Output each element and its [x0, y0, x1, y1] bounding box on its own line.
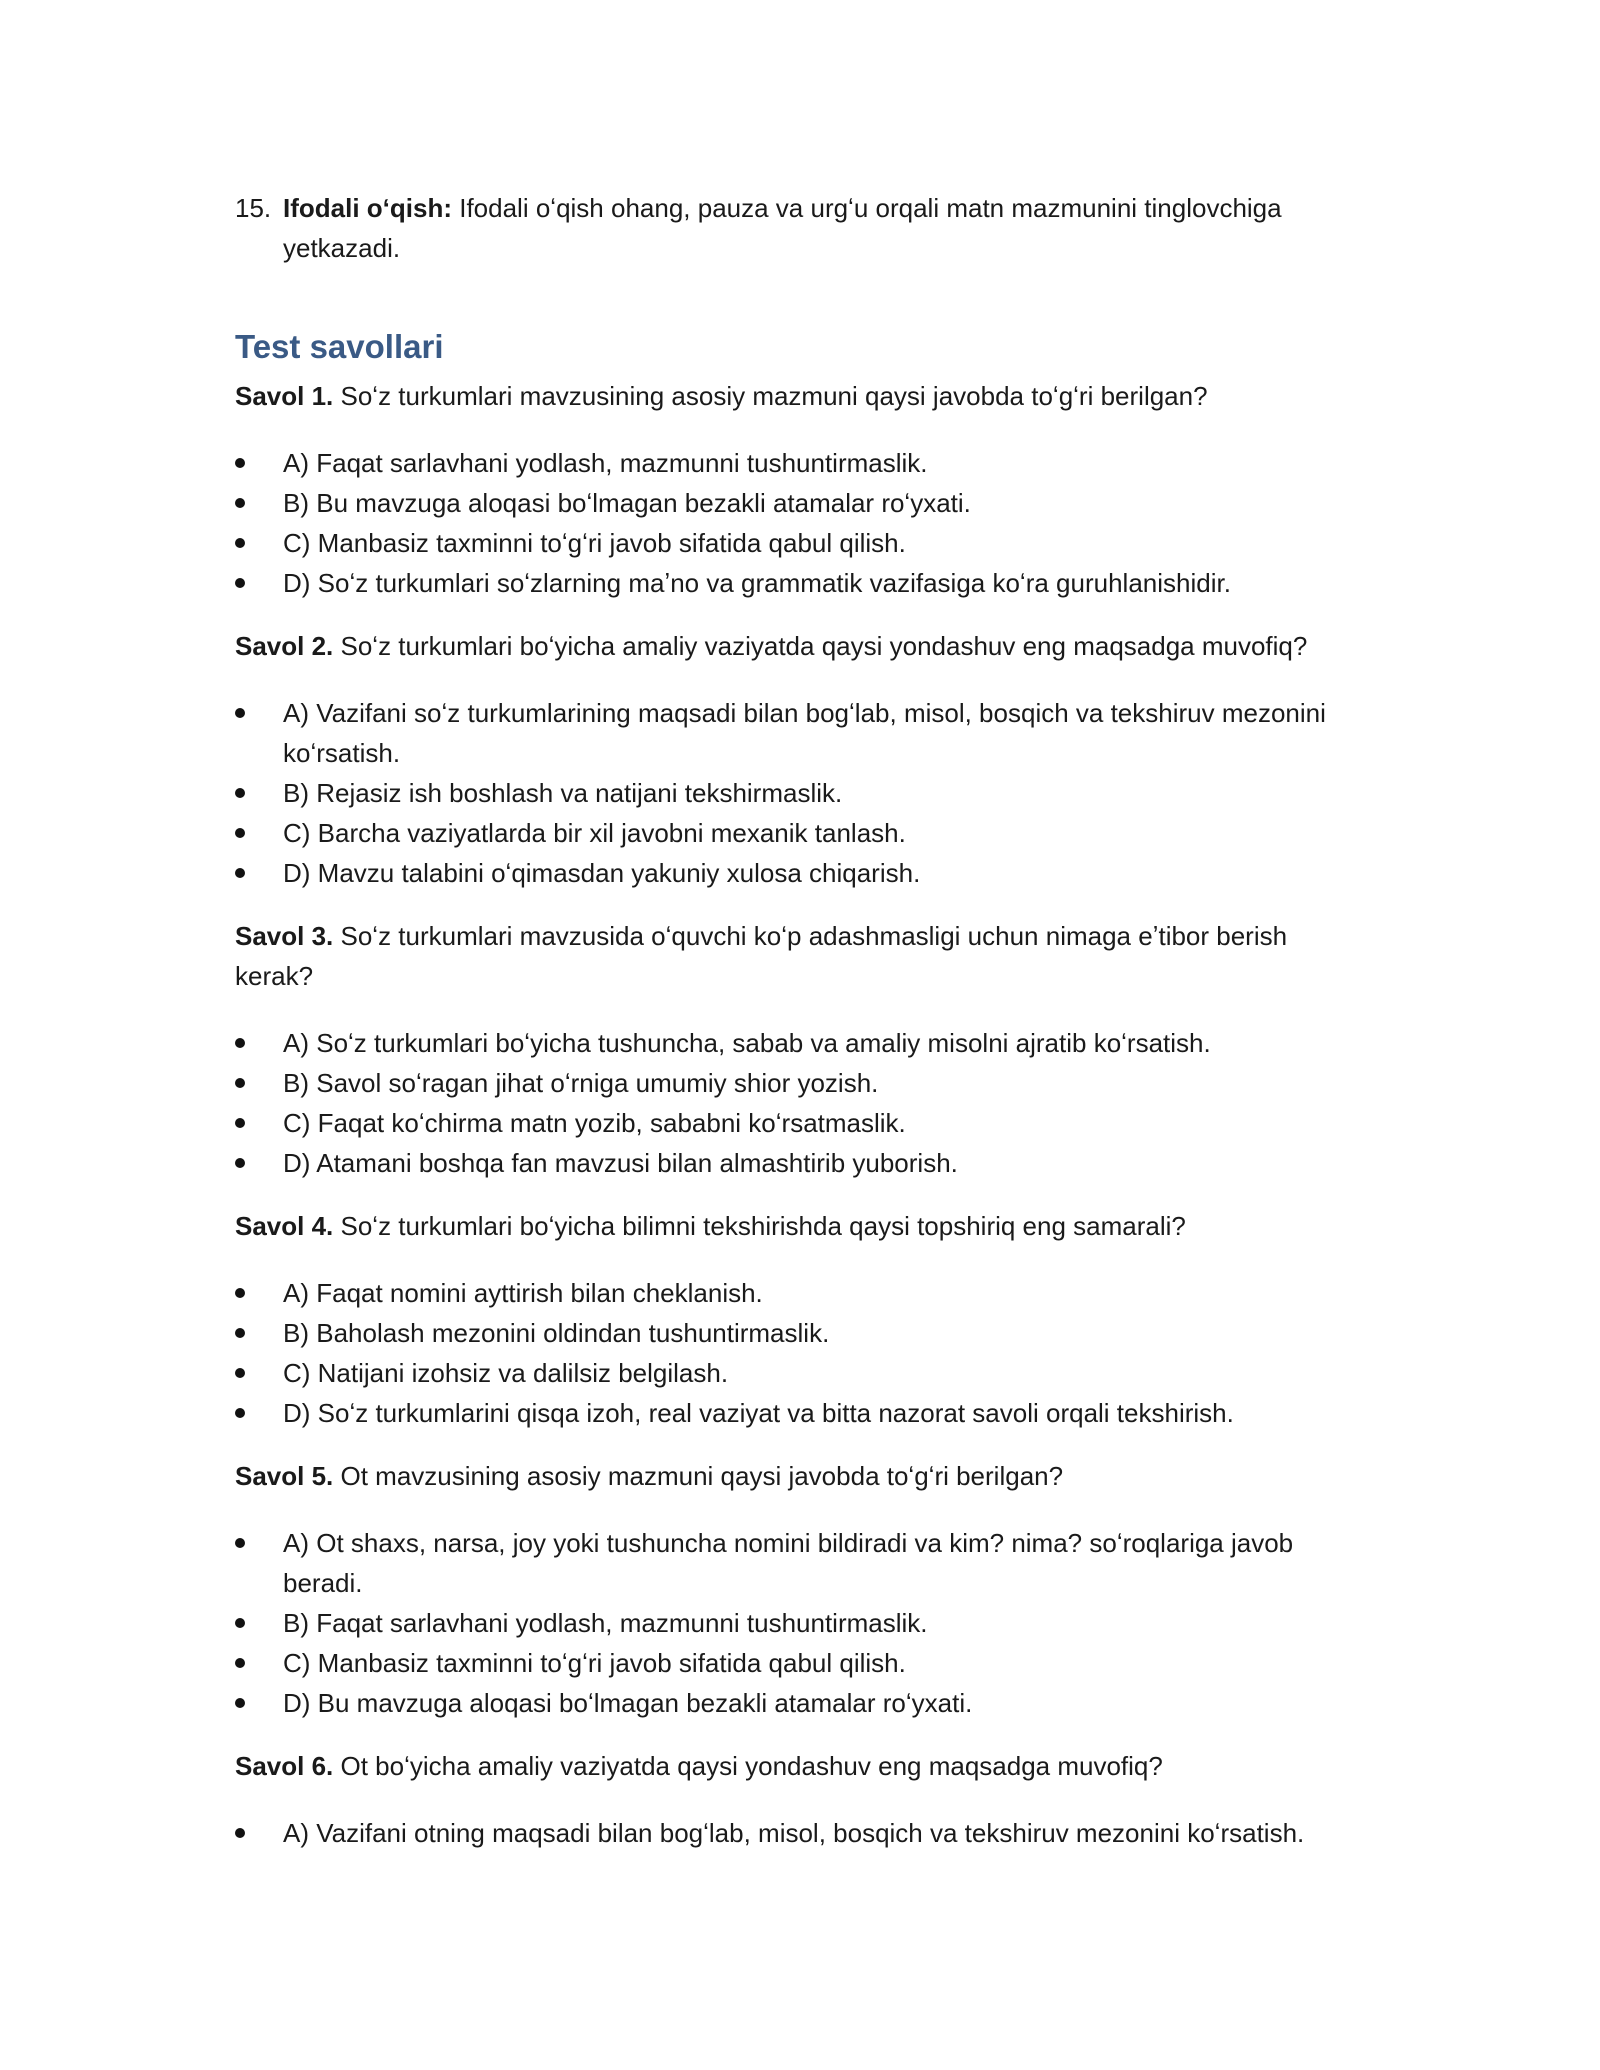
option-item: D) Atamani boshqa fan mavzusi bilan almashtirib yuborish. — [235, 1143, 1340, 1183]
question-3 — [235, 916, 1340, 996]
option-item: B) Bu mavzuga aloqasi boʻlmagan bezakli atamalar roʻyxati. — [235, 483, 1340, 523]
question-label: Savol 5. — [235, 1461, 334, 1491]
item-number: 15. — [235, 193, 272, 223]
option-item: B) Rejasiz ish boshlash va natijani tekshirmaslik. — [235, 773, 1340, 813]
question-5 — [235, 1456, 1340, 1496]
question-text: Soʻz turkumlari mavzusida oʻquvchi koʻp adashmasligi uchun nimaga eʼtibor berish kerak? — [235, 921, 1288, 991]
question-4 — [235, 1206, 1340, 1246]
option-item: D) Soʻz turkumlari soʻzlarning maʼno va grammatik vazifasiga koʻra guruhlanishidir. — [235, 563, 1340, 603]
option-item: A) Vazifani soʻz turkumlarining maqsadi bilan bogʻlab, misol, bosqich va tekshiruv mezonini koʻrsatish. — [235, 693, 1340, 773]
question-label: Savol 2. — [235, 631, 334, 661]
item-text — [283, 188, 1340, 268]
option-item: B) Baholash mezonini oldindan tushuntirmaslik. — [235, 1313, 1340, 1353]
option-item: C) Manbasiz taxminni toʻgʻri javob sifatida qabul qilish. — [235, 523, 1340, 563]
item-description: Ifodali oʻqish ohang, pauza va urgʻu orqali matn mazmunini tinglovchiga yetkazadi. — [283, 193, 1282, 263]
item-term: Ifodali oʻqish: — [283, 193, 452, 223]
section-heading: Test savollari — [235, 328, 444, 365]
option-item: D) Bu mavzuga aloqasi boʻlmagan bezakli atamalar roʻyxati. — [235, 1683, 1340, 1723]
options-list-3 — [235, 1023, 1340, 1183]
question-label: Savol 6. — [235, 1751, 334, 1781]
question-6 — [235, 1746, 1340, 1786]
option-item: D) Soʻz turkumlarini qisqa izoh, real vaziyat va bitta nazorat savoli orqali tekshirish. — [235, 1393, 1340, 1433]
option-item: C) Manbasiz taxminni toʻgʻri javob sifatida qabul qilish. — [235, 1643, 1340, 1683]
question-label: Savol 4. — [235, 1211, 334, 1241]
question-text: Soʻz turkumlari boʻyicha amaliy vaziyatda qaysi yondashuv eng maqsadga muvofiq? — [333, 631, 1308, 661]
question-text: Soʻz turkumlari mavzusining asosiy mazmuni qaysi javobda toʻgʻri berilgan? — [333, 381, 1208, 411]
question-label: Savol 1. — [235, 381, 334, 411]
question-text: Ot mavzusining asosiy mazmuni qaysi javobda toʻgʻri berilgan? — [333, 1461, 1064, 1491]
question-2 — [235, 626, 1340, 666]
option-item: D) Mavzu talabini oʻqimasdan yakuniy xulosa chiqarish. — [235, 853, 1340, 893]
options-list-4 — [235, 1273, 1340, 1433]
option-item: A) Ot shaxs, narsa, joy yoki tushuncha nomini bildiradi va kim? nima? soʻroqlariga javob beradi. — [235, 1523, 1340, 1603]
option-item: C) Natijani izohsiz va dalilsiz belgilash. — [235, 1353, 1340, 1393]
option-item: A) Faqat sarlavhani yodlash, mazmunni tushuntirmaslik. — [235, 443, 1340, 483]
option-item: B) Savol soʻragan jihat oʻrniga umumiy shior yozish. — [235, 1063, 1340, 1103]
options-list-5 — [235, 1523, 1340, 1723]
options-list-2 — [235, 693, 1340, 893]
option-item: A) Vazifani otning maqsadi bilan bogʻlab, misol, bosqich va tekshiruv mezonini koʻrsatish. — [235, 1813, 1340, 1853]
option-item: C) Barcha vaziyatlarda bir xil javobni mexanik tanlash. — [235, 813, 1340, 853]
question-1 — [235, 376, 1340, 416]
option-item: C) Faqat koʻchirma matn yozib, sababni koʻrsatmaslik. — [235, 1103, 1340, 1143]
option-item: A) Faqat nomini ayttirish bilan cheklanish. — [235, 1273, 1340, 1313]
question-text: Ot boʻyicha amaliy vaziyatda qaysi yondashuv eng maqsadga muvofiq? — [333, 1751, 1163, 1781]
option-item: A) Soʻz turkumlari boʻyicha tushuncha, sabab va amaliy misolni ajratib koʻrsatish. — [235, 1023, 1340, 1063]
option-item: B) Faqat sarlavhani yodlash, mazmunni tushuntirmaslik. — [235, 1603, 1340, 1643]
question-text: Soʻz turkumlari boʻyicha bilimni tekshirishda qaysi topshiriq eng samarali? — [333, 1211, 1186, 1241]
options-list-1 — [235, 443, 1340, 603]
options-list-6 — [235, 1813, 1340, 1853]
question-label: Savol 3. — [235, 921, 334, 951]
numbered-item-15 — [235, 188, 1340, 268]
